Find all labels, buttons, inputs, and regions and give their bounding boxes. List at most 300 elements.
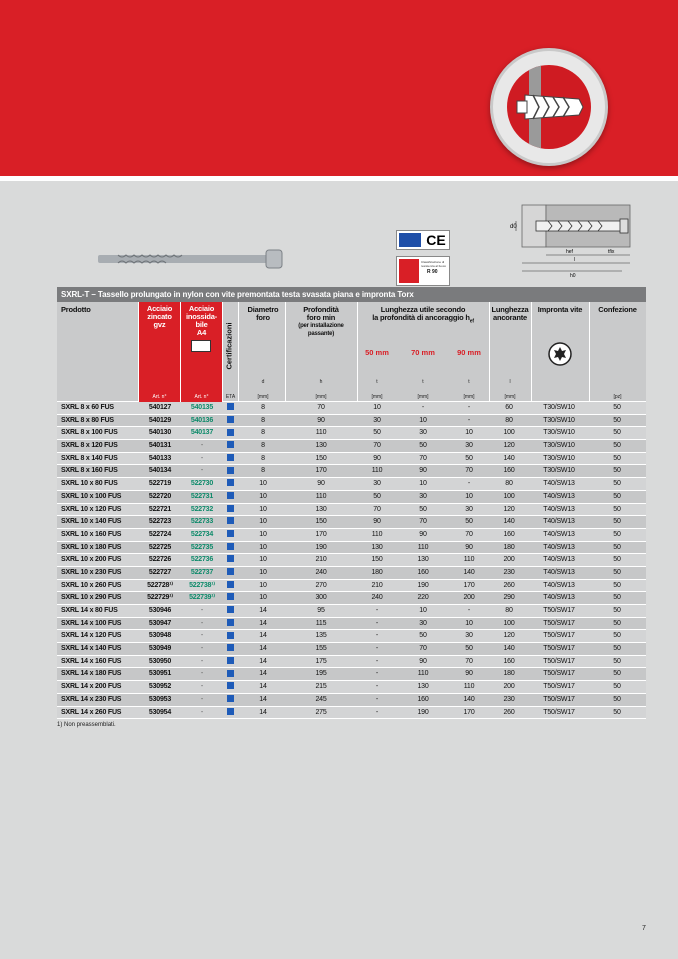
cell-impronta: T30/SW10 bbox=[543, 416, 575, 424]
cell-art-a4: - bbox=[200, 454, 204, 462]
unit-t50-mm: [mm] bbox=[371, 394, 383, 400]
cell-impronta: T50/SW17 bbox=[543, 708, 575, 716]
unit-t70-mm: [mm] bbox=[417, 394, 429, 400]
cell-art-a4: - bbox=[200, 670, 204, 678]
cell-confezione: 50 bbox=[613, 530, 621, 538]
cell-impronta: T40/SW13 bbox=[543, 505, 575, 513]
cell-impronta: T50/SW17 bbox=[543, 683, 575, 691]
cell-confezione: 50 bbox=[613, 556, 621, 564]
cell-art-gvz: 522721 bbox=[148, 505, 172, 513]
cell-l: 290 bbox=[503, 594, 515, 602]
cell-t70: 110 bbox=[417, 670, 429, 678]
cell-product: SXRL 14 x 160 FUS bbox=[61, 657, 122, 665]
cell-confezione: 50 bbox=[613, 683, 621, 691]
unit-h0: h bbox=[319, 379, 323, 385]
cell-t50: - bbox=[375, 657, 379, 665]
cell-art-gvz: 530947 bbox=[148, 619, 172, 627]
eu-flag-icon bbox=[399, 233, 421, 247]
cell-confezione: 50 bbox=[613, 480, 621, 488]
unit-t50: t bbox=[376, 379, 378, 385]
cell-art-gvz: 530949 bbox=[148, 645, 172, 653]
cell-d0: 8 bbox=[261, 442, 265, 450]
table-row bbox=[57, 453, 646, 466]
table-row bbox=[57, 504, 646, 517]
cell-h0: 110 bbox=[315, 429, 327, 437]
cell-confezione: 50 bbox=[613, 404, 621, 411]
cell-t50: 70 bbox=[373, 505, 381, 513]
eta-cert-icon bbox=[223, 656, 237, 668]
cell-art-gvz: 522725 bbox=[148, 543, 172, 551]
cell-t90: 200 bbox=[463, 594, 475, 602]
cell-art-gvz: 540129 bbox=[148, 416, 172, 424]
cell-impronta: T50/SW17 bbox=[543, 645, 575, 653]
cell-h0: 210 bbox=[315, 556, 327, 564]
cell-t90: 70 bbox=[465, 467, 473, 475]
cell-d0: 14 bbox=[259, 607, 267, 614]
cell-t90: - bbox=[467, 480, 471, 488]
cell-t70: 160 bbox=[417, 695, 429, 703]
torx-icon bbox=[548, 342, 572, 366]
diagram-label-l: l bbox=[574, 257, 576, 263]
dowel-product-image bbox=[98, 248, 284, 270]
cell-t90: 50 bbox=[465, 454, 473, 462]
cell-t90: 90 bbox=[465, 670, 473, 678]
cell-art-a4: 522730 bbox=[190, 480, 214, 488]
cell-l: 260 bbox=[503, 708, 515, 716]
cell-confezione: 50 bbox=[613, 442, 621, 450]
cell-d0: 8 bbox=[261, 454, 265, 462]
cell-art-a4: 522735 bbox=[190, 543, 214, 551]
table-row bbox=[57, 554, 646, 567]
cell-d0: 8 bbox=[261, 467, 265, 475]
cell-impronta: T30/SW10 bbox=[543, 429, 575, 437]
cell-product: SXRL 10 x 180 FUS bbox=[61, 543, 122, 551]
cell-d0: 10 bbox=[259, 492, 267, 500]
cell-confezione: 50 bbox=[613, 657, 621, 665]
cell-art-a4: 522739¹⁾ bbox=[189, 594, 215, 602]
cell-product: SXRL 14 x 260 FUS bbox=[61, 708, 122, 716]
cell-art-gvz: 530952 bbox=[148, 683, 172, 691]
cell-art-gvz: 530953 bbox=[148, 695, 172, 703]
cell-l: 180 bbox=[503, 670, 515, 678]
cell-impronta: T30/SW10 bbox=[543, 442, 575, 450]
table-row bbox=[57, 618, 646, 631]
cell-d0: 14 bbox=[259, 645, 267, 653]
cell-product: SXRL 8 x 160 FUS bbox=[61, 467, 118, 475]
cell-t90: 140 bbox=[463, 568, 475, 576]
cell-t70: 10 bbox=[419, 416, 427, 424]
header-lunghezza-utile: Lunghezza utile secondo la profondità di ancoraggio $h_{ef}$ bbox=[372, 305, 474, 325]
cell-t50: 150 bbox=[371, 556, 383, 564]
cell-impronta: T40/SW13 bbox=[543, 543, 575, 551]
cell-confezione: 50 bbox=[613, 429, 621, 437]
cell-product: SXRL 14 x 120 FUS bbox=[61, 632, 122, 640]
table-row bbox=[57, 567, 646, 580]
diagram-label-hef: hef bbox=[566, 249, 573, 255]
cell-t70: 90 bbox=[419, 530, 427, 538]
cell-product: SXRL 8 x 80 FUS bbox=[61, 416, 114, 424]
cell-t50: 90 bbox=[373, 454, 381, 462]
cell-h0: 90 bbox=[317, 480, 325, 488]
cell-h0: 150 bbox=[315, 454, 327, 462]
cell-t50: - bbox=[375, 619, 379, 627]
cell-confezione: 50 bbox=[613, 670, 621, 678]
cell-t70: 30 bbox=[419, 619, 427, 627]
cell-impronta: T50/SW17 bbox=[543, 695, 575, 703]
cell-art-gvz: 522724 bbox=[148, 530, 172, 538]
cell-t70: - bbox=[421, 404, 425, 411]
cell-art-gvz: 522728¹⁾ bbox=[147, 581, 173, 589]
cell-t70: 70 bbox=[419, 454, 427, 462]
cell-art-gvz: 530951 bbox=[148, 670, 172, 678]
cell-t50: - bbox=[375, 683, 379, 691]
cell-product: SXRL 8 x 100 FUS bbox=[61, 429, 118, 437]
cell-t90: - bbox=[467, 607, 471, 614]
cell-d0: 10 bbox=[259, 556, 267, 564]
ce-mark: CE bbox=[426, 232, 446, 248]
cell-art-gvz: 522719 bbox=[148, 480, 172, 488]
header-confezione: Confezione bbox=[598, 305, 637, 314]
table-row bbox=[57, 605, 646, 618]
cell-l: 200 bbox=[503, 683, 515, 691]
cell-t50: 240 bbox=[371, 594, 383, 602]
cell-art-a4: 540136 bbox=[190, 416, 214, 424]
cell-h0: 170 bbox=[315, 467, 327, 475]
cell-product: SXRL 14 x 200 FUS bbox=[61, 683, 122, 691]
cell-t70: 50 bbox=[419, 632, 427, 640]
cell-t90: 70 bbox=[465, 657, 473, 665]
certification-logos bbox=[396, 230, 450, 286]
cell-h0: 90 bbox=[317, 416, 325, 424]
cell-d0: 10 bbox=[259, 568, 267, 576]
cell-art-gvz: 530950 bbox=[148, 657, 172, 665]
header-70mm: 70 mm bbox=[411, 348, 435, 357]
cell-t70: 90 bbox=[419, 467, 427, 475]
table-row bbox=[57, 580, 646, 593]
eta-cert-icon bbox=[223, 567, 237, 579]
eta-cert-icon bbox=[223, 504, 237, 516]
cell-confezione: 50 bbox=[613, 695, 621, 703]
unit-t90: t bbox=[468, 379, 470, 385]
table-row bbox=[57, 592, 646, 605]
cell-l: 120 bbox=[503, 442, 515, 450]
cell-art-gvz: 540133 bbox=[148, 454, 172, 462]
cell-t50: - bbox=[375, 632, 379, 640]
cell-art-a4: - bbox=[200, 607, 204, 614]
cell-h0: 270 bbox=[315, 581, 327, 589]
cell-art-a4: 522734 bbox=[190, 530, 214, 538]
cell-h0: 70 bbox=[317, 404, 325, 411]
cell-t70: 50 bbox=[419, 442, 427, 450]
cell-art-a4: 540137 bbox=[190, 429, 214, 437]
cell-art-gvz: 522723 bbox=[148, 518, 172, 526]
cell-impronta: T50/SW17 bbox=[543, 657, 575, 665]
cell-product: SXRL 10 x 290 FUS bbox=[61, 594, 122, 602]
cell-art-gvz: 540134 bbox=[148, 467, 172, 475]
cell-t90: 50 bbox=[465, 645, 473, 653]
cell-art-gvz: 522726 bbox=[148, 556, 172, 564]
table-row bbox=[57, 402, 646, 415]
cell-t70: 190 bbox=[417, 708, 429, 716]
cell-t50: - bbox=[375, 645, 379, 653]
cell-art-a4: - bbox=[200, 645, 204, 653]
cell-t50: 50 bbox=[373, 492, 381, 500]
cell-t70: 30 bbox=[419, 492, 427, 500]
cell-confezione: 50 bbox=[613, 467, 621, 475]
table-row bbox=[57, 656, 646, 669]
eta-cert-icon bbox=[223, 707, 237, 719]
fire-icon bbox=[399, 259, 419, 283]
cell-confezione: 50 bbox=[613, 518, 621, 526]
cell-t70: 190 bbox=[417, 581, 429, 589]
header-prodotto: Prodotto bbox=[61, 305, 91, 314]
cell-art-a4: - bbox=[200, 442, 204, 450]
cell-d0: 10 bbox=[259, 594, 267, 602]
cell-art-gvz: 522729¹⁾ bbox=[147, 594, 173, 602]
cell-art-a4: - bbox=[200, 683, 204, 691]
cell-h0: 110 bbox=[315, 492, 327, 500]
cell-d0: 10 bbox=[259, 581, 267, 589]
cell-product: SXRL 10 x 230 FUS bbox=[61, 568, 122, 576]
header-gvz: Acciaio zincato gvz bbox=[146, 304, 173, 329]
unit-d0-mm: [mm] bbox=[257, 394, 269, 400]
cell-d0: 14 bbox=[259, 683, 267, 691]
cell-d0: 14 bbox=[259, 670, 267, 678]
anchor-logo-icon bbox=[507, 65, 591, 149]
cell-confezione: 50 bbox=[613, 708, 621, 716]
cell-impronta: T30/SW10 bbox=[543, 454, 575, 462]
table-row bbox=[57, 465, 646, 478]
cell-art-a4: - bbox=[200, 632, 204, 640]
cell-product: SXRL 14 x 100 FUS bbox=[61, 619, 122, 627]
cell-h0: 150 bbox=[315, 518, 327, 526]
eta-cert-icon bbox=[223, 592, 237, 604]
cell-t50: 70 bbox=[373, 442, 381, 450]
cell-h0: 275 bbox=[315, 708, 327, 716]
cell-impronta: T40/SW13 bbox=[543, 556, 575, 564]
cell-product: SXRL 10 x 80 FUS bbox=[61, 480, 118, 488]
cell-t90: 10 bbox=[465, 619, 473, 627]
cell-t50: - bbox=[375, 670, 379, 678]
cell-confezione: 50 bbox=[613, 505, 621, 513]
cell-impronta: T50/SW17 bbox=[543, 670, 575, 678]
unit-d0: d bbox=[261, 379, 265, 385]
cell-art-a4: - bbox=[200, 467, 204, 475]
eta-cert-icon bbox=[223, 694, 237, 706]
cell-l: 80 bbox=[505, 480, 513, 488]
cell-d0: 14 bbox=[259, 708, 267, 716]
cell-t50: 30 bbox=[373, 416, 381, 424]
cell-t50: 180 bbox=[371, 568, 383, 576]
cell-h0: 155 bbox=[315, 645, 327, 653]
table-row bbox=[57, 427, 646, 440]
footnote: 1) Non preassemblati. bbox=[57, 722, 116, 728]
cell-d0: 10 bbox=[259, 480, 267, 488]
unit-l-mm: [mm] bbox=[504, 394, 516, 400]
cell-impronta: T30/SW10 bbox=[543, 467, 575, 475]
header-impronta: Impronta vite bbox=[537, 305, 583, 314]
cell-art-a4: 522731 bbox=[190, 492, 214, 500]
cell-art-a4: 540135 bbox=[190, 404, 214, 411]
cell-art-gvz: 522720 bbox=[148, 492, 172, 500]
header-diametro: Diametro foro bbox=[247, 305, 279, 322]
eta-cert-icon bbox=[223, 643, 237, 655]
page-number: 7 bbox=[642, 925, 646, 932]
cell-art-gvz: 530954 bbox=[148, 708, 172, 716]
cell-l: 230 bbox=[503, 695, 515, 703]
cell-t50: 130 bbox=[371, 543, 383, 551]
cell-impronta: T40/SW13 bbox=[543, 492, 575, 500]
cell-product: SXRL 14 x 80 FUS bbox=[61, 607, 118, 614]
eta-cert-icon bbox=[223, 668, 237, 680]
table-row bbox=[57, 516, 646, 529]
cell-t90: 90 bbox=[465, 543, 473, 551]
installation-diagram bbox=[508, 197, 650, 283]
cell-l: 180 bbox=[503, 543, 515, 551]
cell-t90: 10 bbox=[465, 429, 473, 437]
cell-impronta: T40/SW13 bbox=[543, 518, 575, 526]
cell-product: SXRL 8 x 60 FUS bbox=[61, 404, 114, 411]
diagram-label-d0: d0 bbox=[510, 224, 517, 230]
cell-product: SXRL 8 x 120 FUS bbox=[61, 442, 118, 450]
table-row bbox=[57, 643, 646, 656]
table-row bbox=[57, 529, 646, 542]
cell-art-gvz: 530946 bbox=[148, 607, 172, 614]
fire-resistance-class: R 90 bbox=[427, 269, 438, 275]
cell-confezione: 50 bbox=[613, 645, 621, 653]
cell-confezione: 50 bbox=[613, 607, 621, 614]
cell-art-gvz: 522727 bbox=[148, 568, 172, 576]
cell-t70: 70 bbox=[419, 645, 427, 653]
cell-confezione: 50 bbox=[613, 543, 621, 551]
unit-eta: ETA bbox=[225, 394, 236, 400]
cell-impronta: T40/SW13 bbox=[543, 530, 575, 538]
cell-impronta: T40/SW13 bbox=[543, 594, 575, 602]
cell-h0: 240 bbox=[315, 568, 327, 576]
unit-h0-mm: [mm] bbox=[315, 394, 327, 400]
cell-art-gvz: 540131 bbox=[148, 442, 172, 450]
cell-t70: 10 bbox=[419, 607, 427, 614]
cell-t90: 170 bbox=[463, 708, 475, 716]
cell-t50: 210 bbox=[371, 581, 383, 589]
cell-d0: 14 bbox=[259, 632, 267, 640]
cell-t50: 30 bbox=[373, 480, 381, 488]
eta-cert-icon bbox=[223, 580, 237, 592]
cell-h0: 300 bbox=[315, 594, 327, 602]
table-row bbox=[57, 681, 646, 694]
cell-l: 120 bbox=[503, 505, 515, 513]
cell-t50: - bbox=[375, 695, 379, 703]
cell-l: 100 bbox=[503, 492, 515, 500]
table-body bbox=[57, 402, 646, 719]
cell-l: 100 bbox=[503, 619, 515, 627]
cell-t70: 110 bbox=[417, 543, 429, 551]
cell-t50: 90 bbox=[373, 518, 381, 526]
cell-t90: - bbox=[467, 404, 471, 411]
cell-t90: 140 bbox=[463, 695, 475, 703]
cell-impronta: T40/SW13 bbox=[543, 480, 575, 488]
diagram-label-h0: h0 bbox=[570, 273, 576, 279]
eta-cert-icon bbox=[223, 516, 237, 528]
cell-impronta: T50/SW17 bbox=[543, 619, 575, 627]
cell-l: 60 bbox=[505, 404, 513, 411]
eta-cert-icon bbox=[223, 529, 237, 541]
cell-t70: 130 bbox=[417, 556, 429, 564]
cell-l: 200 bbox=[503, 556, 515, 564]
ce-label bbox=[396, 230, 450, 250]
cell-l: 140 bbox=[503, 645, 515, 653]
cell-t90: 30 bbox=[465, 442, 473, 450]
fire-resistance-text: Classificazione di resistenza al fuoco bbox=[421, 260, 447, 268]
cell-d0: 8 bbox=[261, 404, 265, 411]
cell-t50: - bbox=[375, 708, 379, 716]
cell-product: SXRL 14 x 180 FUS bbox=[61, 670, 122, 678]
cell-product: SXRL 8 x 140 FUS bbox=[61, 454, 118, 462]
cell-confezione: 50 bbox=[613, 594, 621, 602]
cell-product: SXRL 10 x 260 FUS bbox=[61, 581, 122, 589]
cell-t50: 110 bbox=[371, 530, 383, 538]
cell-art-a4: 522736 bbox=[190, 556, 214, 564]
cell-h0: 170 bbox=[315, 530, 327, 538]
cell-d0: 8 bbox=[261, 416, 265, 424]
header-profondita: Profondità foro min (per installazione passante) bbox=[298, 305, 344, 337]
table-row bbox=[57, 478, 646, 491]
cell-art-gvz: 540127 bbox=[148, 404, 172, 411]
cell-l: 120 bbox=[503, 632, 515, 640]
eta-cert-icon bbox=[223, 491, 237, 503]
table-header bbox=[57, 302, 646, 402]
a4-badge-icon bbox=[191, 340, 211, 352]
unit-art-gvz: Art. n° bbox=[152, 394, 167, 400]
cell-t90: 30 bbox=[465, 632, 473, 640]
cell-l: 160 bbox=[503, 530, 515, 538]
cell-t90: - bbox=[467, 416, 471, 424]
eta-cert-icon bbox=[223, 415, 237, 427]
cell-l: 160 bbox=[503, 467, 515, 475]
cell-impronta: T30/SW10 bbox=[543, 404, 575, 411]
cell-t50: - bbox=[375, 607, 379, 614]
cell-confezione: 50 bbox=[613, 454, 621, 462]
cell-confezione: 50 bbox=[613, 416, 621, 424]
header-lunghezza-ancorante: Lunghezza ancorante bbox=[491, 305, 529, 322]
cell-art-a4: 522732 bbox=[190, 505, 214, 513]
cell-art-a4: 522733 bbox=[190, 518, 214, 526]
cell-t70: 130 bbox=[417, 683, 429, 691]
eta-cert-icon bbox=[223, 465, 237, 477]
cell-h0: 190 bbox=[315, 543, 327, 551]
cell-h0: 175 bbox=[315, 657, 327, 665]
cell-art-a4: - bbox=[200, 619, 204, 627]
cell-t90: 70 bbox=[465, 530, 473, 538]
table-row bbox=[57, 440, 646, 453]
unit-t90-mm: [mm] bbox=[463, 394, 475, 400]
header-50mm: 50 mm bbox=[365, 348, 389, 357]
cell-l: 260 bbox=[503, 581, 515, 589]
eta-cert-icon bbox=[223, 402, 237, 414]
cell-impronta: T40/SW13 bbox=[543, 581, 575, 589]
header-certificazioni: Certificazioni bbox=[224, 322, 234, 370]
cell-impronta: T40/SW13 bbox=[543, 568, 575, 576]
cell-t70: 10 bbox=[419, 480, 427, 488]
cell-t70: 70 bbox=[419, 518, 427, 526]
cell-d0: 10 bbox=[259, 505, 267, 513]
eta-cert-icon bbox=[223, 440, 237, 452]
table-row bbox=[57, 542, 646, 555]
cell-art-a4: - bbox=[200, 657, 204, 665]
table-row bbox=[57, 491, 646, 504]
cell-impronta: T50/SW17 bbox=[543, 607, 575, 614]
cell-h0: 195 bbox=[315, 670, 327, 678]
